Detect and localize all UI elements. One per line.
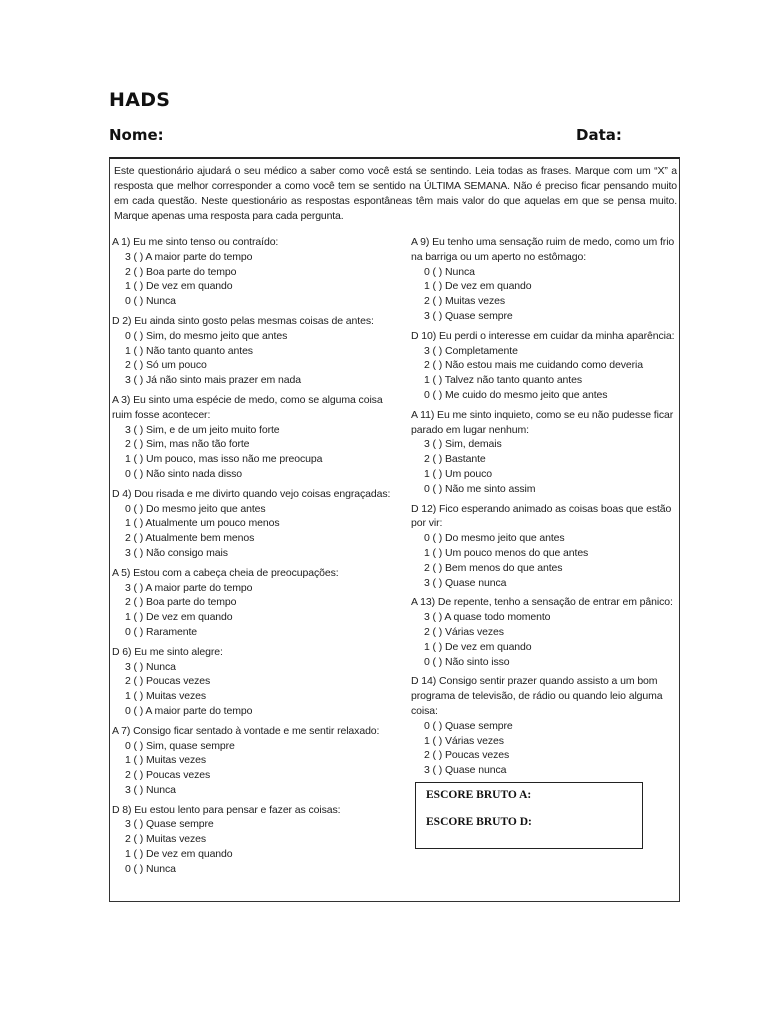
- answer-option[interactable]: 0 ( ) Sim, quase sempre: [125, 739, 235, 752]
- question-text: D 10) Eu perdi o interesse em cuidar da minha aparência:: [411, 329, 675, 342]
- answer-option[interactable]: 0 ( ) Nunca: [125, 862, 176, 875]
- score-a-label: ESCORE BRUTO A:: [426, 789, 532, 801]
- answer-option[interactable]: 3 ( ) Quase sempre: [424, 309, 513, 322]
- answer-option[interactable]: 3 ( ) Quase nunca: [424, 576, 507, 589]
- question-block: [112, 487, 402, 561]
- answer-option[interactable]: 0 ( ) Não sinto nada disso: [125, 467, 243, 480]
- answer-option[interactable]: 0 ( ) Me cuido do mesmo jeito que antes: [424, 388, 608, 401]
- answer-option[interactable]: 3 ( ) Nunca: [125, 660, 176, 673]
- answer-option[interactable]: 1 ( ) De vez em quando: [424, 280, 532, 293]
- question-block: [112, 314, 402, 388]
- answer-option[interactable]: 1 ( ) De vez em quando: [125, 848, 233, 861]
- answer-option[interactable]: 1 ( ) Várias vezes: [424, 734, 504, 747]
- question-text: D 12) Fico esperando animado as coisas boas que estão por vir:: [411, 502, 672, 530]
- answer-option[interactable]: 2 ( ) Muitas vezes: [125, 833, 207, 846]
- question-text: D 4) Dou risada e me divirto quando vejo coisas engraçadas:: [112, 487, 391, 500]
- answer-option[interactable]: 2 ( ) Muitas vezes: [424, 295, 506, 308]
- instructions-text: Este questionário ajudará o seu médico a saber como você está se sentindo. Leia todas as frases. Marque com um “X” a resposta que melhor corresponder a como você tem se sentido na ÚLTIMA SEMANA. Não é preciso ficar pensando muito em cada questão. Neste questionário as respostas espontâneas têm mais valor do que aquelas em que se pensa muito. Marque apenas uma resposta para cada pergunta.: [114, 165, 677, 222]
- answer-option[interactable]: 2 ( ) Poucas vezes: [424, 749, 510, 762]
- answer-option[interactable]: 1 ( ) Atualmente um pouco menos: [125, 517, 280, 530]
- answer-option[interactable]: 1 ( ) Muitas vezes: [125, 754, 207, 767]
- answer-option[interactable]: 3 ( ) Já não sinto mais prazer em nada: [125, 374, 301, 387]
- answer-option[interactable]: 0 ( ) Não me sinto assim: [424, 482, 536, 495]
- question-block: [112, 393, 402, 482]
- answer-option[interactable]: 2 ( ) Bastante: [424, 453, 486, 466]
- question-text: A 3) Eu sinto uma espécie de medo, como se alguma coisa ruim fosse acontecer:: [112, 393, 383, 421]
- answer-option[interactable]: 2 ( ) Sim, mas não tão forte: [125, 438, 250, 451]
- question-text: A 1) Eu me sinto tenso ou contraído:: [112, 236, 279, 248]
- answer-option[interactable]: 1 ( ) Um pouco: [424, 467, 493, 480]
- answer-option[interactable]: 0 ( ) Não sinto isso: [424, 655, 510, 668]
- name-label: Nome:: [109, 126, 164, 144]
- question-block: [411, 674, 679, 778]
- answer-option[interactable]: 3 ( ) Quase sempre: [125, 818, 214, 831]
- answer-option[interactable]: 1 ( ) Um pouco menos do que antes: [424, 546, 589, 559]
- answer-option[interactable]: 2 ( ) Boa parte do tempo: [125, 596, 237, 609]
- question-block: [411, 235, 679, 324]
- answer-option[interactable]: 3 ( ) Quase nunca: [424, 764, 507, 777]
- answer-option[interactable]: 2 ( ) Poucas vezes: [125, 769, 211, 782]
- question-text: A 9) Eu tenho uma sensação ruim de medo, como um frio na barriga ou um aperto no estômago:: [411, 236, 675, 263]
- answer-option[interactable]: 3 ( ) A maior parte do tempo: [125, 581, 253, 594]
- question-block: [112, 235, 402, 309]
- question-text: A 11) Eu me sinto inquieto, como se eu não pudesse ficar parado em lugar nenhum:: [411, 408, 674, 436]
- question-block: [411, 329, 679, 403]
- answer-option[interactable]: 0 ( ) Do mesmo jeito que antes: [424, 532, 565, 545]
- question-block: [411, 408, 679, 497]
- answer-option[interactable]: 1 ( ) Um pouco, mas isso não me preocupa: [125, 453, 323, 466]
- question-text: A 5) Estou com a cabeça cheia de preocupações:: [112, 566, 339, 579]
- answer-option[interactable]: 2 ( ) Não estou mais me cuidando como deveria: [424, 359, 644, 372]
- answer-option[interactable]: 1 ( ) Não tanto quanto antes: [125, 344, 253, 357]
- score-d-label: ESCORE BRUTO D:: [426, 816, 532, 828]
- answer-option[interactable]: 2 ( ) Só um pouco: [125, 359, 207, 372]
- answer-option[interactable]: 2 ( ) Boa parte do tempo: [125, 265, 237, 278]
- answer-option[interactable]: 3 ( ) Completamente: [424, 344, 518, 357]
- question-text: D 8) Eu estou lento para pensar e fazer as coisas:: [112, 803, 341, 816]
- question-block: [112, 724, 402, 798]
- answer-option[interactable]: 0 ( ) A maior parte do tempo: [125, 704, 253, 717]
- answer-option[interactable]: 0 ( ) Nunca: [424, 265, 475, 278]
- question-block: [411, 595, 679, 669]
- question-text: D 14) Consigo sentir prazer quando assisto a um bom programa de televisão, de rádio ou quando leio alguma coisa:: [411, 675, 663, 717]
- answer-option[interactable]: 2 ( ) Bem menos do que antes: [424, 561, 563, 574]
- question-text: D 2) Eu ainda sinto gosto pelas mesmas coisas de antes:: [112, 314, 374, 327]
- score-box: [415, 782, 643, 849]
- answer-option[interactable]: 1 ( ) De vez em quando: [125, 280, 233, 293]
- date-label: Data:: [576, 126, 622, 144]
- answer-option[interactable]: 3 ( ) Nunca: [125, 783, 176, 796]
- answer-option[interactable]: 0 ( ) Sim, do mesmo jeito que antes: [125, 329, 288, 342]
- answer-option[interactable]: 3 ( ) Sim, demais: [424, 438, 502, 451]
- answer-option[interactable]: 3 ( ) A maior parte do tempo: [125, 250, 253, 263]
- answer-option[interactable]: 2 ( ) Atualmente bem menos: [125, 532, 255, 545]
- question-block: [112, 645, 402, 719]
- answer-option[interactable]: 3 ( ) A quase todo momento: [424, 611, 551, 624]
- question-text: D 6) Eu me sinto alegre:: [112, 645, 223, 658]
- question-block: [411, 502, 679, 591]
- answer-option[interactable]: 1 ( ) De vez em quando: [424, 640, 532, 653]
- answer-option[interactable]: 0 ( ) Quase sempre: [424, 719, 513, 732]
- answer-option[interactable]: 0 ( ) Do mesmo jeito que antes: [125, 502, 266, 515]
- answer-option[interactable]: 2 ( ) Poucas vezes: [125, 675, 211, 688]
- answer-option[interactable]: 2 ( ) Várias vezes: [424, 625, 504, 638]
- answer-option[interactable]: 0 ( ) Raramente: [125, 625, 198, 638]
- answer-option[interactable]: 3 ( ) Sim, e de um jeito muito forte: [125, 423, 280, 436]
- answer-option[interactable]: 1 ( ) Talvez não tanto quanto antes: [424, 374, 582, 387]
- page-title: HADS: [109, 89, 171, 111]
- answer-option[interactable]: 0 ( ) Nunca: [125, 295, 176, 308]
- answer-option[interactable]: 3 ( ) Não consigo mais: [125, 546, 228, 559]
- question-block: [112, 803, 402, 877]
- questions-right-column: [411, 235, 679, 783]
- question-text: A 7) Consigo ficar sentado à vontade e me sentir relaxado:: [112, 724, 380, 737]
- answer-option[interactable]: 1 ( ) De vez em quando: [125, 611, 233, 624]
- answer-option[interactable]: 1 ( ) Muitas vezes: [125, 690, 207, 703]
- question-text: A 13) De repente, tenho a sensação de entrar em pânico:: [411, 596, 673, 609]
- question-block: [112, 566, 402, 640]
- questions-left-column: [112, 235, 402, 882]
